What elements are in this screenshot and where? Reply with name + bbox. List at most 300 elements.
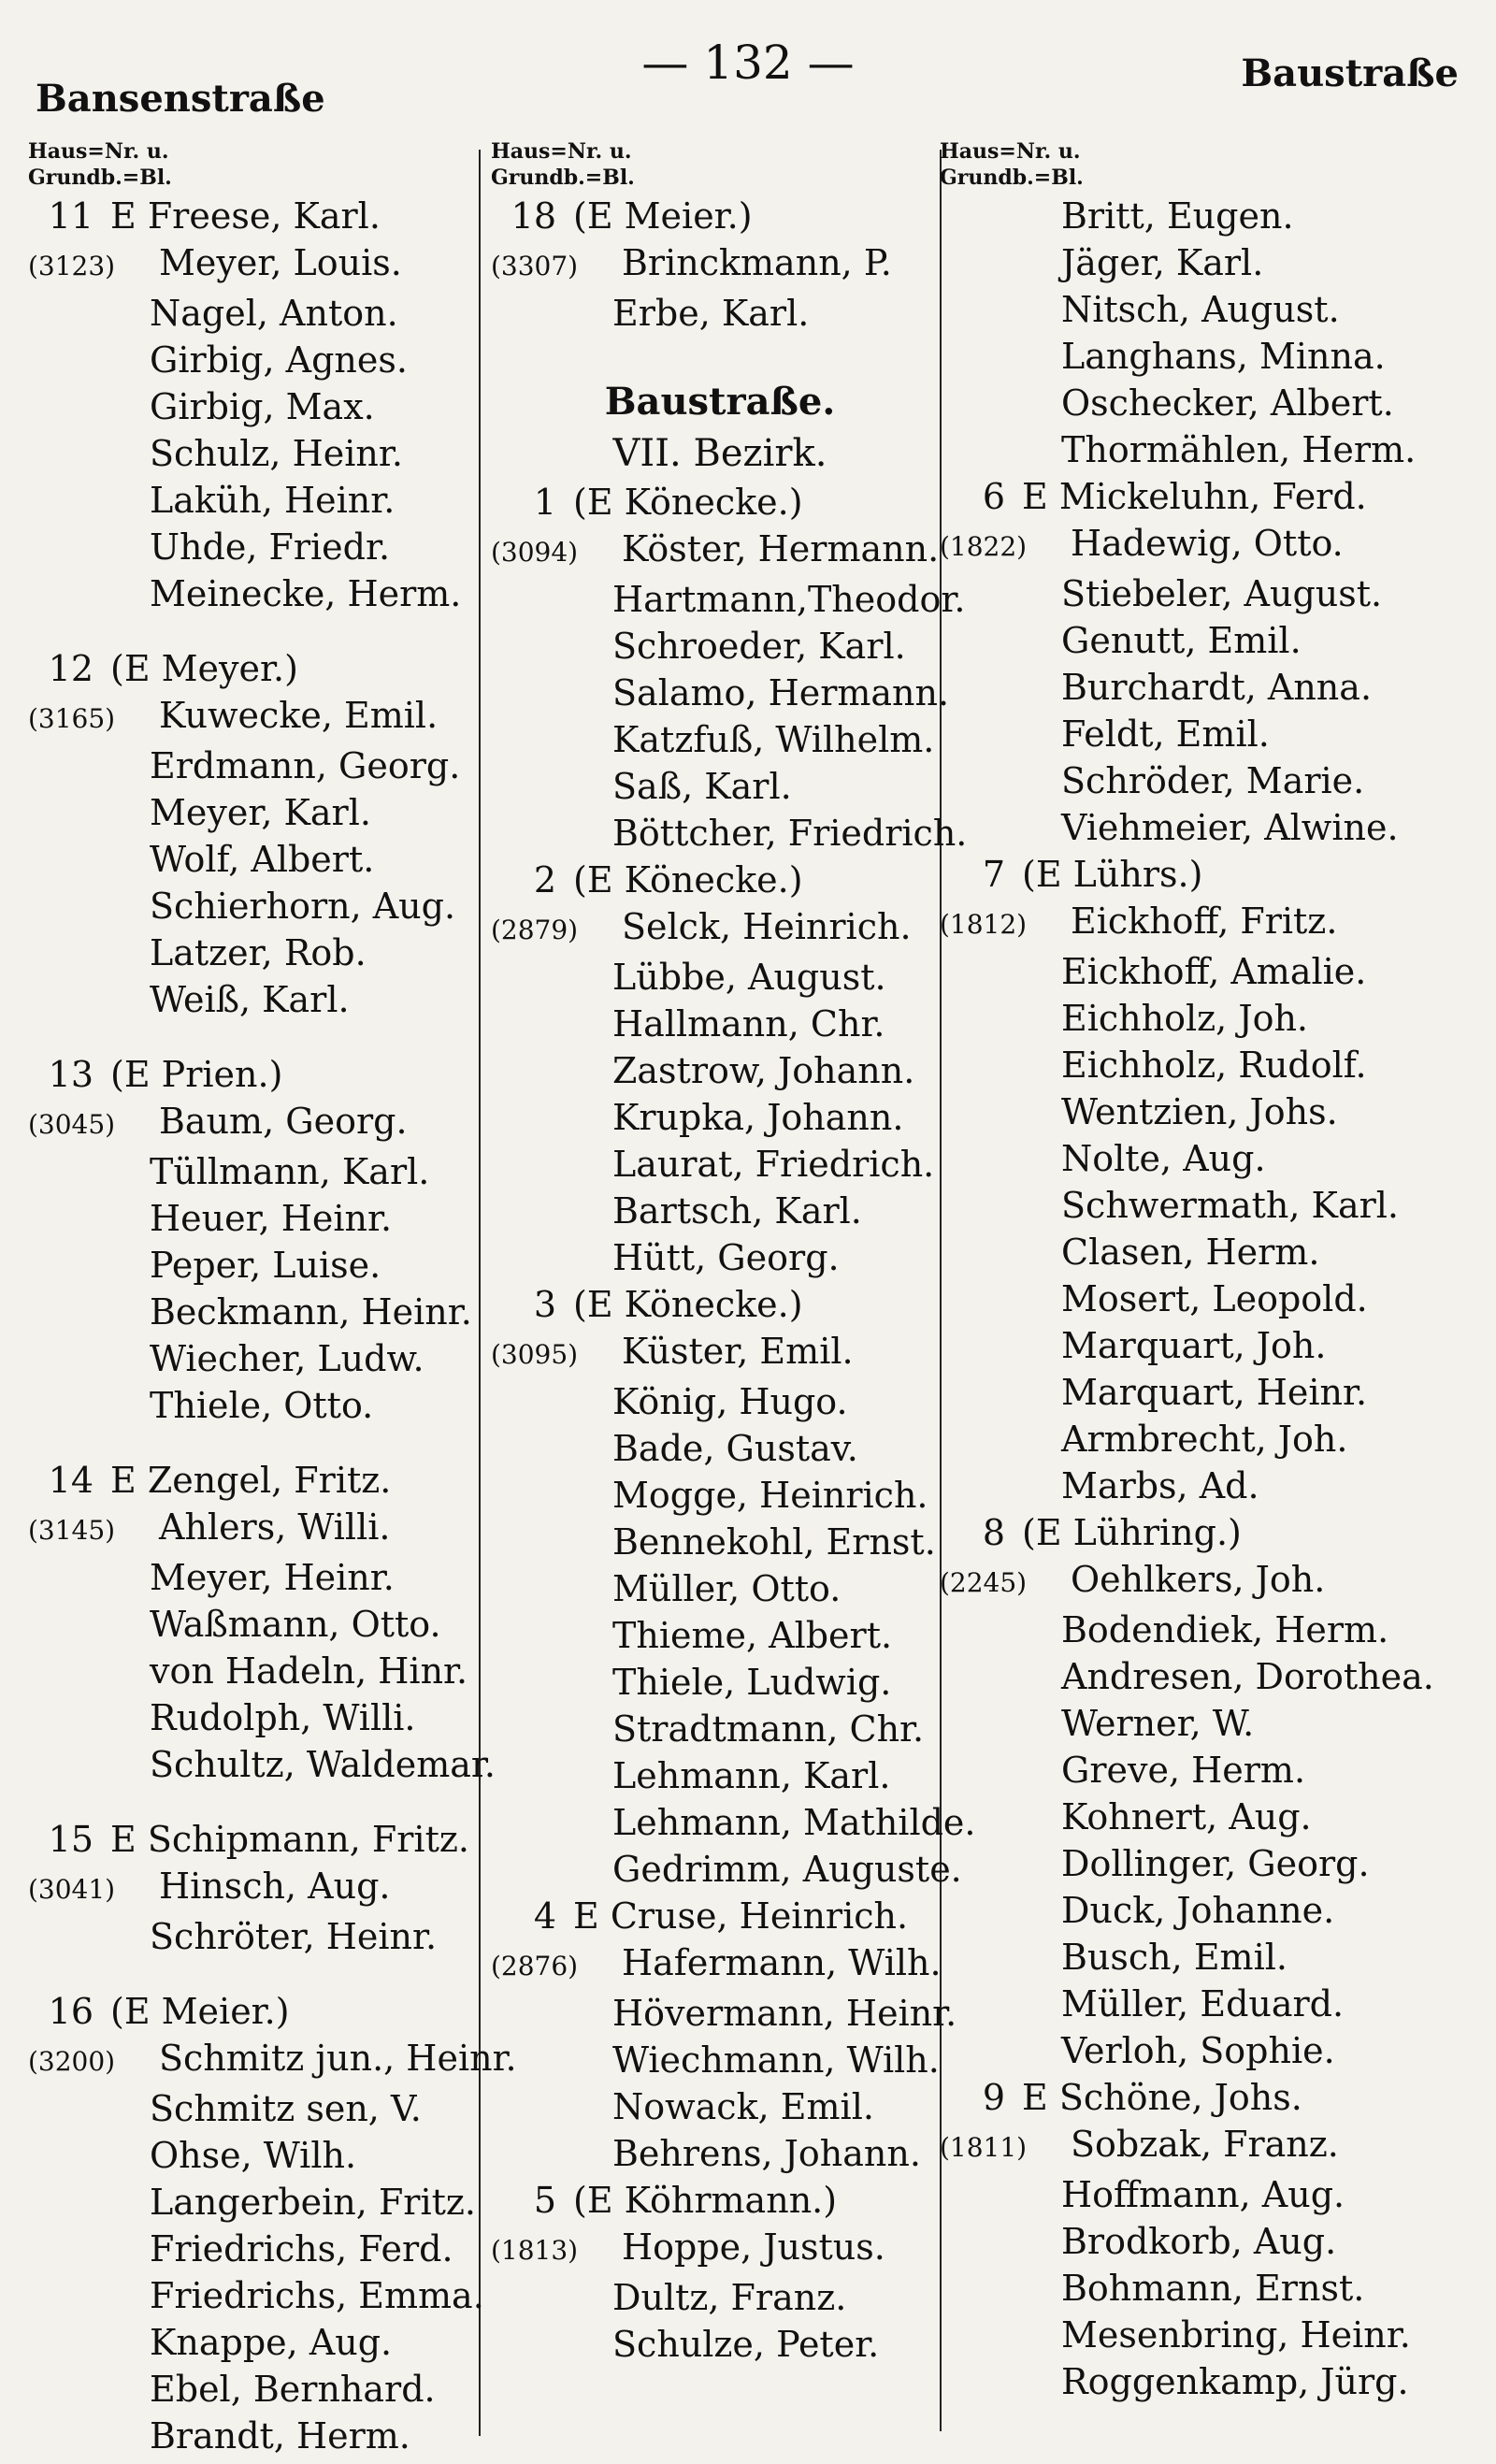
resident-entry bbox=[28, 1554, 514, 1601]
district-label: VII. Bezirk. bbox=[612, 432, 827, 475]
resident-entry bbox=[940, 1463, 1491, 1509]
resident-entry bbox=[28, 836, 514, 883]
house-number: 9 bbox=[982, 2077, 1005, 2118]
resident-name: Girbig, Max. bbox=[150, 386, 375, 427]
parcel-number: (3123) bbox=[28, 251, 116, 281]
resident-entry bbox=[491, 1094, 949, 1141]
resident-entry bbox=[940, 1794, 1491, 1840]
resident-name: Eichholz, Rudolf. bbox=[1061, 1045, 1367, 1086]
parcel-number: (1813) bbox=[491, 2235, 579, 2266]
house-number: 12 bbox=[48, 648, 94, 689]
left-running-header: Bansenstraße bbox=[36, 77, 325, 121]
resident-entry bbox=[28, 2366, 514, 2413]
resident-entry bbox=[28, 1335, 514, 1382]
resident-name: Müller, Eduard. bbox=[1061, 1983, 1345, 2025]
parcel-number: (2245) bbox=[940, 1567, 1028, 1598]
resident-name: Genutt, Emil. bbox=[1061, 620, 1302, 661]
resident-entry bbox=[940, 1369, 1491, 1416]
resident-entry bbox=[28, 2226, 514, 2272]
resident-name: Uhde, Friedr. bbox=[150, 526, 391, 568]
resident-entry bbox=[491, 1706, 949, 1752]
resident-entry bbox=[28, 2132, 514, 2179]
resident-entry bbox=[491, 290, 949, 337]
spacer bbox=[28, 1788, 514, 1816]
house-entry bbox=[28, 1816, 514, 1863]
resident-name: Jäger, Karl. bbox=[1061, 242, 1264, 283]
resident-name: Schultz, Waldemar. bbox=[150, 1744, 496, 1785]
resident-name: Heuer, Heinr. bbox=[150, 1198, 393, 1239]
owner-entry: E Schipmann, Fritz. bbox=[110, 1819, 469, 1860]
resident-name: Baum, Georg. bbox=[159, 1101, 408, 1142]
resident-entry bbox=[491, 239, 949, 290]
spacer bbox=[28, 1429, 514, 1457]
owner-entry: (E Köhrmann.) bbox=[573, 2180, 838, 2221]
owner-entry: (E Könecke.) bbox=[573, 1284, 803, 1325]
resident-name: Schröder, Marie. bbox=[1061, 760, 1365, 801]
resident-name: Nagel, Anton. bbox=[150, 293, 398, 334]
resident-entry bbox=[28, 524, 514, 570]
resident-name: Böttcher, Friedrich. bbox=[612, 813, 968, 854]
resident-name: Lehmann, Mathilde. bbox=[612, 1802, 976, 1843]
resident-entry bbox=[28, 1863, 514, 1913]
owner-entry: (E Meier.) bbox=[110, 1991, 290, 2032]
resident-name: Gedrimm, Auguste. bbox=[612, 1849, 962, 1890]
house-entry bbox=[940, 2074, 1491, 2121]
resident-entry bbox=[940, 2312, 1491, 2358]
house-number: 2 bbox=[533, 859, 556, 901]
resident-name: Küster, Emil. bbox=[622, 1331, 854, 1372]
column-heading: Grundb.=Bl. bbox=[940, 166, 1084, 190]
resident-name: Brandt, Herm. bbox=[150, 2415, 410, 2457]
resident-entry bbox=[940, 2265, 1491, 2312]
resident-name: Knappe, Aug. bbox=[150, 2322, 393, 2363]
resident-entry bbox=[28, 1913, 514, 1960]
page-number: — 132 — bbox=[641, 36, 855, 90]
resident-name: Greve, Herm. bbox=[1061, 1750, 1306, 1791]
street-section-title: Baustraße. bbox=[604, 380, 836, 424]
resident-name: Waßmann, Otto. bbox=[150, 1604, 441, 1645]
resident-name: Schroeder, Karl. bbox=[612, 626, 906, 667]
house-entry bbox=[940, 851, 1491, 898]
resident-entry bbox=[940, 1182, 1491, 1229]
house-number: 15 bbox=[48, 1819, 94, 1860]
resident-entry bbox=[940, 1088, 1491, 1135]
owner-entry: (E Lührs.) bbox=[1022, 854, 1203, 895]
resident-entry bbox=[940, 1981, 1491, 2027]
resident-name: Meyer, Heinr. bbox=[150, 1557, 395, 1598]
resident-name: Roggenkamp, Jürg. bbox=[1061, 2361, 1409, 2402]
resident-entry bbox=[940, 804, 1491, 851]
resident-entry bbox=[940, 2358, 1491, 2405]
resident-name: Mogge, Heinrich. bbox=[612, 1475, 928, 1516]
resident-name: Burchardt, Anna. bbox=[1061, 667, 1373, 708]
resident-name: Wiecher, Ludw. bbox=[150, 1338, 424, 1379]
resident-entry bbox=[940, 1042, 1491, 1088]
resident-name: Werner, W. bbox=[1061, 1703, 1255, 1744]
right-running-header: Baustraße bbox=[1241, 51, 1459, 95]
resident-name: Beckmann, Heinr. bbox=[150, 1291, 472, 1333]
owner-entry: (E Könecke.) bbox=[573, 482, 803, 523]
parcel-number: (3045) bbox=[28, 1109, 116, 1140]
resident-name: Erdmann, Georg. bbox=[150, 745, 461, 786]
resident-entry bbox=[491, 1659, 949, 1706]
house-entry bbox=[28, 1988, 514, 2035]
resident-entry bbox=[28, 239, 514, 290]
resident-entry bbox=[28, 2035, 517, 2085]
resident-name: Eickhoff, Amalie. bbox=[1061, 951, 1367, 992]
owner-entry: (E Lühring.) bbox=[1022, 1512, 1242, 1553]
resident-name: Schulze, Peter. bbox=[612, 2324, 880, 2365]
resident-name: Laküh, Heinr. bbox=[150, 480, 396, 521]
resident-entry bbox=[940, 1700, 1491, 1747]
owner-entry: E Schöne, Johs. bbox=[1022, 2077, 1302, 2118]
resident-name: Hallmann, Chr. bbox=[612, 1003, 885, 1045]
resident-name: Kuwecke, Emil. bbox=[159, 695, 439, 736]
resident-entry bbox=[940, 520, 1491, 570]
resident-name: Behrens, Johann. bbox=[612, 2133, 921, 2174]
resident-entry bbox=[28, 1504, 514, 1554]
resident-name: Sobzak, Franz. bbox=[1071, 2124, 1339, 2165]
owner-entry: E Mickeluhn, Ferd. bbox=[1022, 476, 1367, 517]
resident-name: Ohse, Wilh. bbox=[150, 2135, 357, 2176]
resident-name: Brinckmann, P. bbox=[622, 242, 892, 283]
resident-entry bbox=[940, 1934, 1491, 1981]
house-number: 5 bbox=[533, 2180, 556, 2221]
resident-entry bbox=[491, 1990, 957, 2037]
resident-entry bbox=[491, 1519, 949, 1565]
resident-entry bbox=[491, 716, 949, 763]
house-entry bbox=[28, 193, 514, 239]
resident-name: Meinecke, Herm. bbox=[150, 573, 462, 614]
resident-name: Busch, Emil. bbox=[1061, 1937, 1287, 1978]
resident-name: Brodkorb, Aug. bbox=[1061, 2221, 1337, 2262]
resident-entry bbox=[940, 1653, 1491, 1700]
resident-name: Erbe, Karl. bbox=[612, 293, 810, 334]
resident-name: Hafermann, Wilh. bbox=[622, 1942, 942, 1983]
house-number: 11 bbox=[48, 195, 94, 237]
resident-name: Andresen, Dorothea. bbox=[1061, 1656, 1434, 1697]
resident-name: Meyer, Karl. bbox=[150, 792, 371, 833]
resident-name: Schmitz jun., Heinr. bbox=[159, 2038, 517, 2079]
resident-entry bbox=[491, 576, 966, 623]
resident-name: Marquart, Heinr. bbox=[1061, 1372, 1368, 1413]
resident-entry bbox=[940, 1840, 1491, 1887]
resident-name: Lübbe, August. bbox=[612, 957, 886, 998]
resident-name: Friedrichs, Ferd. bbox=[150, 2228, 453, 2269]
parcel-number: (3095) bbox=[491, 1339, 579, 1370]
resident-entry bbox=[28, 337, 514, 383]
column-heading: Haus=Nr. u. bbox=[940, 139, 1081, 164]
resident-entry bbox=[28, 1148, 514, 1195]
house-number: 16 bbox=[48, 1991, 94, 2032]
resident-name: Weiß, Karl. bbox=[150, 979, 350, 1020]
resident-name: Krupka, Johann. bbox=[612, 1097, 904, 1138]
resident-name: Bodendiek, Herm. bbox=[1061, 1609, 1389, 1650]
resident-entry bbox=[28, 1382, 514, 1429]
parcel-number: (3307) bbox=[491, 251, 579, 281]
resident-entry bbox=[491, 1047, 949, 1094]
resident-name: Marquart, Joh. bbox=[1061, 1325, 1327, 1366]
house-entry bbox=[491, 1893, 949, 1939]
resident-name: Zastrow, Johann. bbox=[612, 1050, 915, 1091]
house-entry bbox=[491, 2177, 949, 2224]
parcel-number: (1812) bbox=[940, 909, 1028, 940]
resident-entry bbox=[940, 1607, 1491, 1653]
owner-entry: E Freese, Karl. bbox=[110, 195, 381, 237]
owner-entry: (E Meyer.) bbox=[110, 648, 298, 689]
resident-entry bbox=[28, 2272, 514, 2319]
resident-entry bbox=[28, 2085, 514, 2132]
resident-name: Wentzien, Johs. bbox=[1061, 1091, 1338, 1132]
resident-name: Hoppe, Justus. bbox=[622, 2226, 885, 2268]
resident-name: Verloh, Sophie. bbox=[1061, 2030, 1335, 2071]
resident-name: Mesenbring, Heinr. bbox=[1061, 2314, 1411, 2356]
resident-entry bbox=[491, 623, 949, 670]
resident-entry bbox=[940, 2121, 1491, 2171]
resident-entry bbox=[491, 1328, 949, 1378]
parcel-number: (2879) bbox=[491, 915, 579, 945]
parcel-number: (3200) bbox=[28, 2046, 116, 2077]
resident-name: Hinsch, Aug. bbox=[159, 1866, 391, 1907]
resident-name: Armbrecht, Joh. bbox=[1061, 1419, 1348, 1460]
resident-entry bbox=[28, 883, 514, 929]
resident-entry bbox=[491, 1188, 949, 1234]
house-number: 8 bbox=[982, 1512, 1005, 1553]
resident-entry bbox=[28, 570, 514, 617]
resident-entry bbox=[28, 929, 514, 976]
resident-name: Hövermann, Heinr. bbox=[612, 1993, 957, 2034]
resident-entry bbox=[491, 526, 949, 576]
resident-name: Oehlkers, Joh. bbox=[1071, 1559, 1326, 1600]
resident-name: Latzer, Rob. bbox=[150, 932, 367, 973]
resident-name: Müller, Otto. bbox=[612, 1568, 842, 1609]
house-number: 1 bbox=[533, 482, 556, 523]
owner-entry: (E Könecke.) bbox=[573, 859, 803, 901]
resident-name: Hoffmann, Aug. bbox=[1061, 2174, 1345, 2215]
resident-name: Hartmann,Theodor. bbox=[612, 579, 966, 620]
resident-entry bbox=[491, 2224, 949, 2274]
house-entry bbox=[491, 857, 949, 903]
resident-name: Wiechmann, Wilh. bbox=[612, 2039, 940, 2081]
resident-entry bbox=[940, 2027, 1491, 2074]
resident-name: Saß, Karl. bbox=[612, 766, 792, 807]
resident-name: Nitsch, August. bbox=[1061, 289, 1340, 330]
house-number: 7 bbox=[982, 854, 1005, 895]
house-entry bbox=[28, 1051, 514, 1098]
resident-entry bbox=[491, 1234, 949, 1281]
resident-name: Nolte, Aug. bbox=[1061, 1138, 1266, 1179]
resident-name: Ebel, Bernhard. bbox=[150, 2369, 436, 2410]
resident-name: Ahlers, Willi. bbox=[159, 1506, 391, 1548]
resident-entry bbox=[940, 995, 1491, 1042]
resident-name: Dultz, Franz. bbox=[612, 2277, 847, 2318]
house-entry bbox=[491, 479, 949, 526]
resident-name: von Hadeln, Hinr. bbox=[150, 1650, 468, 1692]
resident-entry bbox=[28, 1741, 514, 1788]
resident-name: Thieme, Albert. bbox=[612, 1615, 893, 1656]
resident-entry bbox=[940, 570, 1491, 617]
resident-entry bbox=[491, 2130, 949, 2177]
house-number: 13 bbox=[48, 1054, 94, 1095]
column-heading: Grundb.=Bl. bbox=[491, 166, 635, 190]
resident-name: Thiele, Otto. bbox=[150, 1385, 374, 1426]
resident-name: Stradtmann, Chr. bbox=[612, 1708, 925, 1750]
resident-name: Peper, Luise. bbox=[150, 1245, 381, 1286]
spacer bbox=[28, 1023, 514, 1051]
resident-name: Marbs, Ad. bbox=[1061, 1465, 1259, 1506]
resident-name: Lehmann, Karl. bbox=[612, 1755, 891, 1796]
resident-entry bbox=[491, 1846, 962, 1893]
house-entry bbox=[940, 473, 1491, 520]
resident-entry bbox=[940, 1887, 1491, 1934]
resident-name: Hadewig, Otto. bbox=[1071, 523, 1344, 564]
house-number: 3 bbox=[533, 1284, 556, 1325]
resident-entry bbox=[491, 670, 949, 716]
resident-name: Friedrichs, Emma. bbox=[150, 2275, 484, 2316]
resident-name: Schulz, Heinr. bbox=[150, 433, 403, 474]
parcel-number: (3165) bbox=[28, 703, 116, 734]
resident-entry bbox=[491, 1939, 949, 1990]
resident-name: Bade, Gustav. bbox=[612, 1428, 858, 1469]
column-heading: Haus=Nr. u. bbox=[28, 139, 169, 164]
resident-entry bbox=[491, 2083, 949, 2130]
resident-entry bbox=[28, 789, 514, 836]
resident-entry bbox=[940, 239, 1491, 286]
directory-column-1 bbox=[28, 139, 517, 2459]
owner-entry: E Zengel, Fritz. bbox=[110, 1460, 392, 1501]
resident-entry bbox=[491, 1565, 949, 1612]
resident-entry bbox=[491, 1141, 949, 1188]
resident-name: Kohnert, Aug. bbox=[1061, 1796, 1312, 1837]
resident-entry bbox=[28, 1694, 514, 1741]
resident-entry bbox=[28, 2319, 514, 2366]
spacer bbox=[28, 617, 514, 645]
resident-entry bbox=[28, 290, 514, 337]
parcel-number: (3145) bbox=[28, 1515, 116, 1546]
resident-entry bbox=[491, 2037, 949, 2083]
resident-entry bbox=[28, 1195, 514, 1242]
resident-name: Nowack, Emil. bbox=[612, 2086, 874, 2127]
house-entry bbox=[491, 1281, 949, 1328]
resident-entry bbox=[940, 757, 1491, 804]
directory-column-2 bbox=[491, 139, 976, 2368]
resident-name: Bartsch, Karl. bbox=[612, 1190, 862, 1232]
resident-name: Köster, Hermann. bbox=[622, 528, 940, 569]
resident-entry bbox=[28, 430, 514, 477]
parcel-number: (2876) bbox=[491, 1951, 579, 1981]
parcel-number: (1811) bbox=[940, 2132, 1028, 2163]
parcel-number: (1822) bbox=[940, 531, 1028, 562]
resident-name: Salamo, Hermann. bbox=[612, 672, 950, 713]
resident-entry bbox=[28, 1289, 514, 1335]
resident-name: Britt, Eugen. bbox=[1061, 195, 1294, 237]
resident-entry bbox=[491, 1799, 976, 1846]
house-number: 18 bbox=[511, 195, 556, 237]
resident-entry bbox=[28, 2413, 514, 2459]
resident-entry bbox=[28, 692, 514, 742]
resident-entry bbox=[940, 1275, 1491, 1322]
house-entry bbox=[491, 193, 949, 239]
resident-name: Hütt, Georg. bbox=[612, 1237, 840, 1278]
resident-name: Girbig, Agnes. bbox=[150, 339, 408, 381]
resident-name: Oschecker, Albert. bbox=[1061, 382, 1394, 424]
resident-name: Viehmeier, Alwine. bbox=[1061, 807, 1399, 848]
resident-entry bbox=[28, 742, 514, 789]
resident-entry bbox=[940, 664, 1491, 711]
resident-name: Thiele, Ludwig. bbox=[612, 1662, 892, 1703]
resident-entry bbox=[28, 1601, 514, 1648]
resident-name: Langhans, Minna. bbox=[1061, 336, 1386, 377]
resident-entry bbox=[940, 333, 1491, 380]
resident-entry bbox=[940, 711, 1491, 757]
house-number: 14 bbox=[48, 1460, 94, 1501]
resident-entry bbox=[940, 1556, 1491, 1607]
resident-entry bbox=[28, 1242, 514, 1289]
house-number: 4 bbox=[533, 1895, 556, 1937]
resident-name: Langerbein, Fritz. bbox=[150, 2182, 476, 2223]
resident-entry bbox=[940, 2218, 1491, 2265]
resident-name: König, Hugo. bbox=[612, 1381, 848, 1422]
resident-entry bbox=[940, 1135, 1491, 1182]
column-heading: Haus=Nr. u. bbox=[491, 139, 632, 164]
resident-name: Eickhoff, Fritz. bbox=[1071, 901, 1338, 942]
parcel-number: (3041) bbox=[28, 1874, 116, 1905]
resident-name: Feldt, Emil. bbox=[1061, 713, 1270, 755]
resident-entry bbox=[28, 1648, 514, 1694]
resident-name: Duck, Johanne. bbox=[1061, 1890, 1335, 1931]
spacer bbox=[28, 1960, 514, 1988]
resident-entry bbox=[491, 2321, 949, 2368]
resident-entry bbox=[491, 2274, 949, 2321]
resident-name: Selck, Heinrich. bbox=[622, 906, 912, 947]
resident-entry bbox=[940, 1229, 1491, 1275]
resident-name: Schmitz sen, V. bbox=[150, 2088, 422, 2129]
resident-entry bbox=[28, 1098, 514, 1148]
resident-name: Katzfuß, Wilhelm. bbox=[612, 719, 935, 760]
resident-name: Clasen, Herm. bbox=[1061, 1232, 1320, 1273]
resident-name: Schierhorn, Aug. bbox=[150, 886, 456, 927]
parcel-number: (3094) bbox=[491, 537, 579, 568]
resident-entry bbox=[28, 383, 514, 430]
resident-entry bbox=[940, 948, 1491, 995]
resident-entry bbox=[491, 1001, 949, 1047]
resident-entry bbox=[28, 477, 514, 524]
resident-entry bbox=[28, 976, 514, 1023]
resident-entry bbox=[491, 1612, 949, 1659]
resident-name: Wolf, Albert. bbox=[150, 839, 375, 880]
directory-column-3 bbox=[940, 140, 1491, 2405]
resident-entry bbox=[491, 810, 968, 857]
resident-entry bbox=[491, 1425, 949, 1472]
resident-entry bbox=[491, 1378, 949, 1425]
resident-entry bbox=[940, 193, 1491, 239]
resident-entry bbox=[940, 617, 1491, 664]
resident-entry bbox=[940, 1322, 1491, 1369]
resident-entry bbox=[940, 1747, 1491, 1794]
resident-entry bbox=[940, 286, 1491, 333]
house-entry bbox=[28, 1457, 514, 1504]
resident-name: Schröter, Heinr. bbox=[150, 1916, 438, 1957]
resident-name: Laurat, Friedrich. bbox=[612, 1144, 935, 1185]
resident-entry bbox=[940, 2171, 1491, 2218]
house-entry bbox=[28, 645, 514, 692]
resident-entry bbox=[940, 380, 1491, 426]
resident-name: Schwermath, Karl. bbox=[1061, 1185, 1399, 1226]
resident-name: Stiebeler, August. bbox=[1061, 573, 1383, 614]
resident-entry bbox=[491, 954, 949, 1001]
house-entry bbox=[940, 1509, 1491, 1556]
owner-entry: (E Meier.) bbox=[573, 195, 753, 237]
